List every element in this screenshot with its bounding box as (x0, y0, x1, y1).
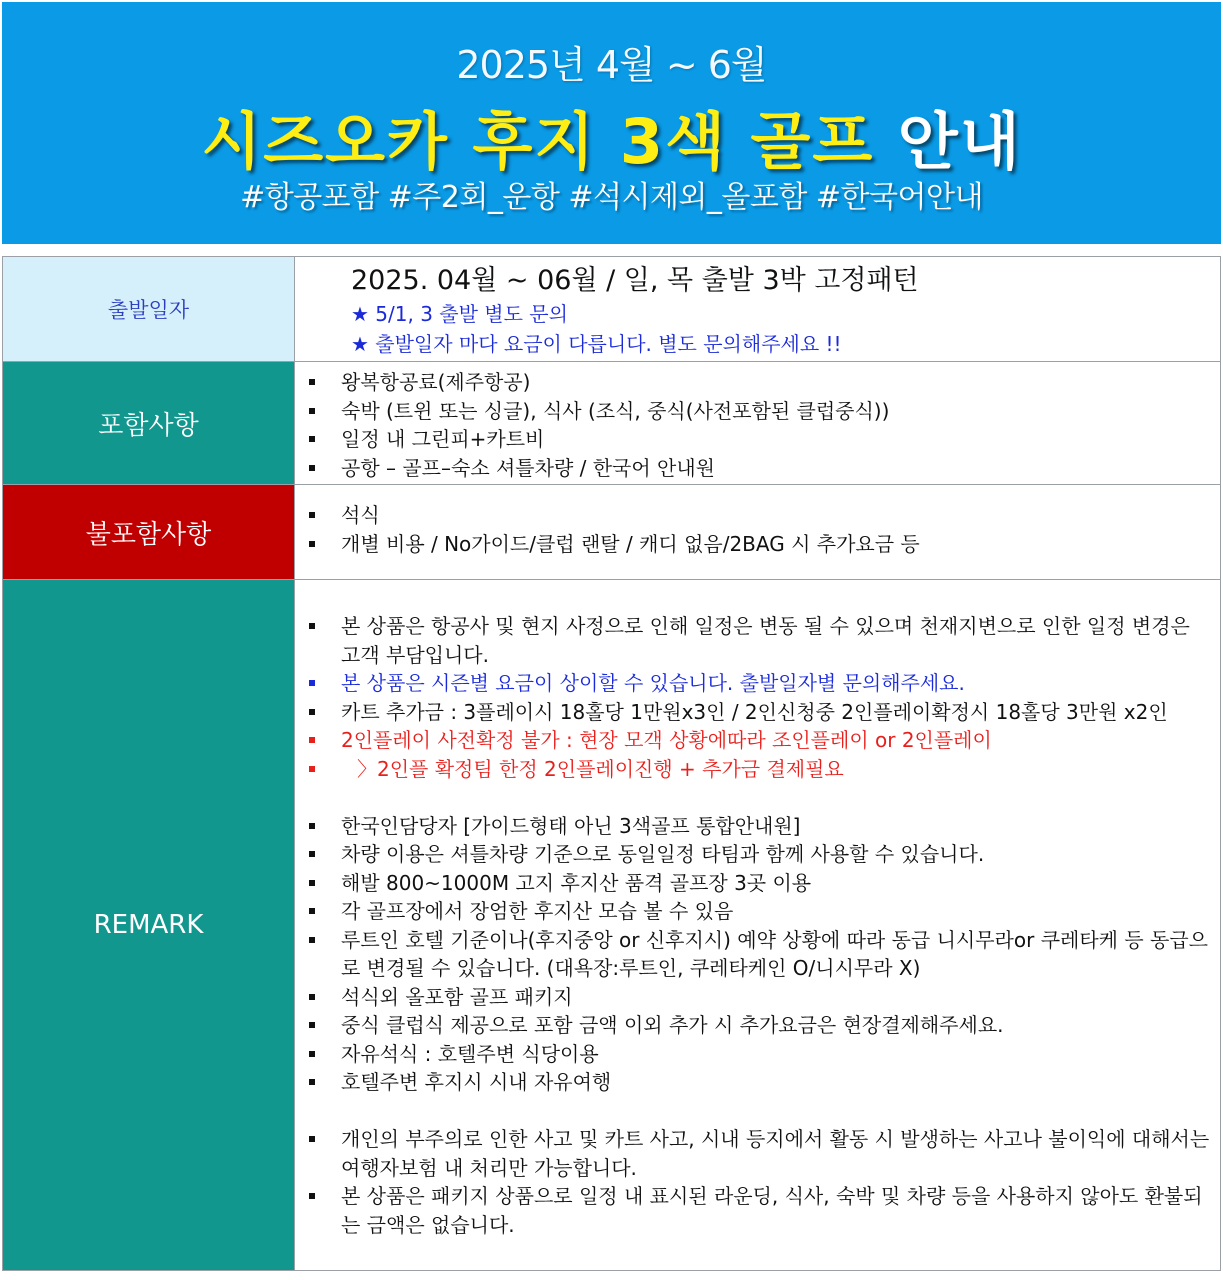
excluded-label: 불포함사항 (3, 485, 295, 579)
list-item: 카트 추가금 : 3플레이시 18홀당 1만원x3인 / 2인신청중 2인플레이확정시 18홀당 3만원 x2인 (307, 698, 1210, 727)
list-item: 본 상품은 패키지 상품으로 일정 내 표시된 라운딩, 식사, 숙박 및 차량 등을 사용하지 않아도 환불되는 금액은 없습니다. (307, 1182, 1210, 1239)
list-item: 왕복항공료(제주항공) (307, 368, 1210, 397)
banner-title-rest: 안내 (897, 105, 1022, 178)
list-item: 본 상품은 시즌별 요금이 상이할 수 있습니다. 출발일자별 문의해주세요. (307, 669, 1210, 698)
list-item: 중식 클럽식 제공으로 포함 금액 이외 추가 시 추가요금은 현장결제해주세요. (307, 1011, 1210, 1040)
departure-date-content (295, 257, 1220, 361)
list-item: 2인플레이 사전확정 불가 : 현장 모객 상황에따라 조인플레이 or 2인플레이 (307, 726, 1210, 755)
departure-date-row (3, 257, 1220, 362)
included-content (295, 362, 1220, 484)
list-item: 일정 내 그린피+카트비 (307, 425, 1210, 454)
included-list (307, 368, 1210, 482)
banner-title-highlight: 시즈오카 후지 3색 골프 (201, 105, 875, 178)
list-item: 석식외 올포함 골프 패키지 (307, 983, 1210, 1012)
list-item: 공항 – 골프–숙소 셔틀차량 / 한국어 안내원 (307, 454, 1210, 483)
list-item: 숙박 (트윈 또는 싱글), 식사 (조식, 중식(사전포함된 클럽중식)) (307, 397, 1210, 426)
included-label: 포함사항 (3, 362, 295, 484)
departure-note: ★ 출발일자 마다 요금이 다릅니다. 별도 문의해주세요 !! (351, 332, 842, 356)
list-item: 개인의 부주의로 인한 사고 및 카트 사고, 시내 등지에서 활동 시 발생하는 사고나 불이익에 대해서는 여행자보험 내 처리만 가능합니다. (307, 1125, 1210, 1182)
list-item: 석식 (307, 501, 1210, 530)
list-item: 호텔주변 후지시 시내 자유여행 (307, 1068, 1210, 1097)
banner-subtitle: 2025년 4월 ~ 6월 (456, 43, 767, 87)
list-item: 자유석식 : 호텔주변 식당이용 (307, 1040, 1210, 1069)
header-banner (2, 2, 1221, 244)
remark-content (295, 580, 1220, 1270)
departure-date-main: 2025. 04월 ~ 06월 / 일, 목 출발 3박 고정패턴 (351, 265, 919, 296)
banner-hashtags: #항공포함 #주2회_운항 #석시제외_올포함 #한국어안내 (240, 180, 983, 215)
list-item: 각 골프장에서 장엄한 후지산 모습 볼 수 있음 (307, 897, 1210, 926)
remark-label: REMARK (3, 580, 295, 1270)
excluded-row (3, 485, 1220, 580)
info-table (2, 256, 1221, 1271)
remark-list (307, 612, 1210, 1239)
list-item: 루트인 호텔 기준이나(후지중앙 or 신후지시) 예약 상황에 따라 동급 니시무라or 쿠레타케 등 동급으로 변경될 수 있습니다. (대욕장:루트인, 쿠레타케인 O/니시무라 X) (307, 926, 1210, 983)
departure-note: ★ 5/1, 3 출발 별도 문의 (351, 302, 568, 326)
remark-row (3, 580, 1220, 1270)
excluded-list (307, 501, 1210, 558)
list-item: 해발 800~1000M 고지 후지산 품격 골프장 3곳 이용 (307, 869, 1210, 898)
list-item: 한국인담당자 [가이드형태 아닌 3색골프 통합안내원] (307, 812, 1210, 841)
excluded-content (295, 485, 1220, 579)
list-item: 개별 비용 / No가이드/클럽 랜탈 / 캐디 없음/2BAG 시 추가요금 등 (307, 530, 1210, 559)
list-item: 차량 이용은 셔틀차량 기준으로 동일일정 타팀과 함께 사용할 수 있습니다. (307, 840, 1210, 869)
included-row (3, 362, 1220, 485)
list-item: 〉2인플 확정팀 한정 2인플레이진행 + 추가금 결제필요 (307, 755, 1210, 784)
list-item: 본 상품은 항공사 및 현지 사정으로 인해 일정은 변동 될 수 있으며 천재지변으로 인한 일정 변경은 고객 부담입니다. (307, 612, 1210, 669)
departure-date-label: 출발일자 (3, 257, 295, 361)
banner-title (2, 92, 1221, 181)
